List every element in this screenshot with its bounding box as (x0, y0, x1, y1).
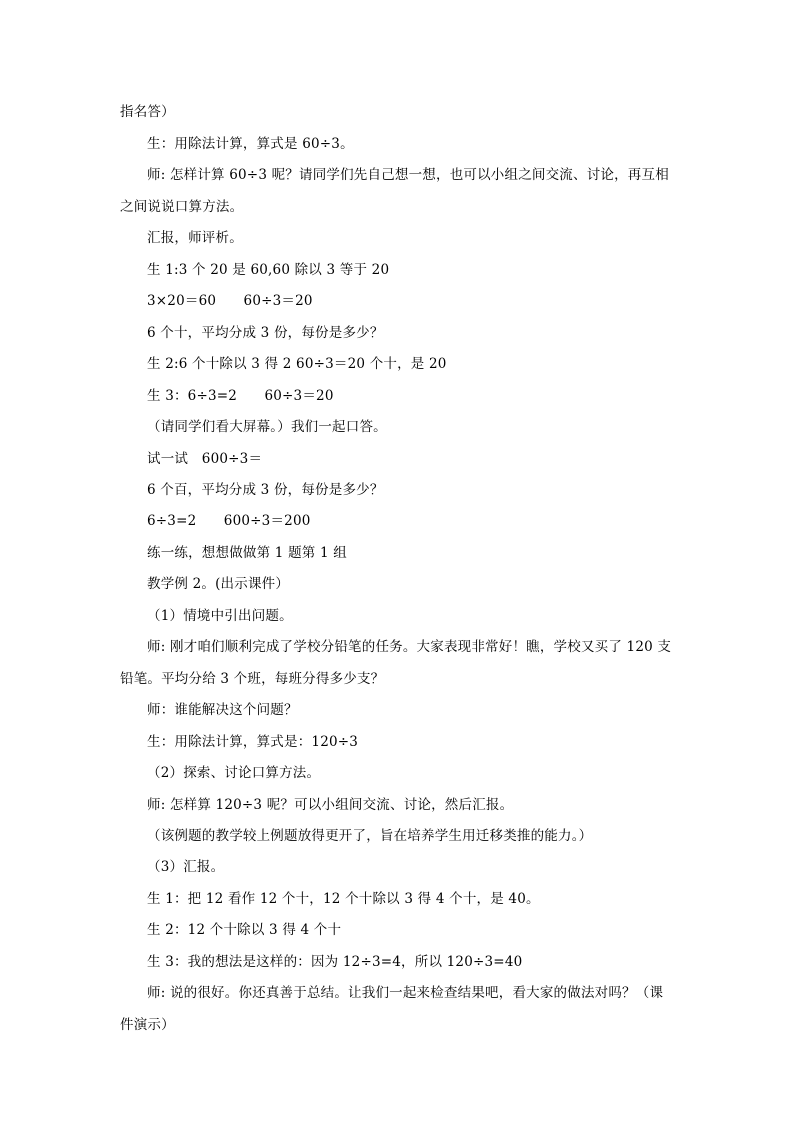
text-line-26: 生 1：把 12 看作 12 个十，12 个十除以 3 得 4 个十，是 40。 (147, 891, 540, 907)
text-line-9: 生 2:6 个十除以 3 得 2 60÷3＝20 个十，是 20 (147, 356, 447, 372)
text-line-2: 生：用除法计算，算式是 60÷3。 (147, 136, 354, 152)
text-line-1: 指名答） (120, 104, 175, 120)
text-line-3: 师: 怎样计算 60÷3 呢？请同学们先自己想一想，也可以小组之间交流、讨论，再互相 (147, 167, 669, 183)
text-line-5: 汇报，师评析。 (147, 230, 243, 246)
text-line-13: 6 个百，平均分成 3 份，每份是多少？ (147, 482, 384, 498)
text-line-28: 生 3：我的想法是这样的：因为 12÷3=4，所以 120÷3=40 (147, 954, 523, 970)
text-line-11: （请同学们看大屏幕。）我们一起口答。 (147, 419, 387, 435)
text-line-16: 教学例 2。(出示课件） (147, 576, 290, 592)
text-line-17: （1）情境中引出问题。 (147, 608, 293, 624)
text-line-12: 试一试 600÷3＝ (147, 451, 263, 467)
text-line-21: 生：用除法计算，算式是：120÷3 (147, 734, 359, 750)
text-line-18: 师: 刚才咱们顺利完成了学校分铅笔的任务。大家表现非常好！瞧，学校又买了 120 支 (147, 639, 672, 655)
text-line-23: 师: 怎样算 120÷3 呢？可以小组间交流、讨论，然后汇报。 (147, 797, 514, 813)
text-line-14: 6÷3=2 600÷3＝200 (147, 513, 311, 529)
text-line-27: 生 2：12 个十除以 3 得 4 个十 (147, 922, 342, 938)
text-line-4: 之间说说口算方法。 (120, 199, 244, 215)
text-line-29: 师: 说的很好。你还真善于总结。让我们一起来检查结果吧，看大家的做法对吗？（课 (147, 985, 664, 1001)
text-line-10: 生 3：6÷3=2 60÷3＝20 (147, 388, 334, 404)
text-line-6: 生 1:3 个 20 是 60,60 除以 3 等于 20 (147, 262, 390, 278)
text-line-24: （该例题的教学较上例题放得更开了，旨在培养学生用迁移类推的能力。） (147, 828, 593, 844)
text-line-25: （3）汇报。 (147, 859, 225, 875)
text-line-20: 师：谁能解决这个问题？ (147, 702, 298, 718)
text-line-7: 3×20＝60 60÷3＝20 (147, 293, 313, 309)
text-line-22: （2）探索、讨论口算方法。 (147, 765, 321, 781)
text-line-19: 铅笔。平均分给 3 个班，每班分得多少支？ (120, 671, 385, 687)
text-line-15: 练一练，想想做做第 1 题第 1 组 (147, 545, 347, 561)
text-line-30: 件演示） (120, 1017, 175, 1033)
text-line-8: 6 个十，平均分成 3 份，每份是多少？ (147, 325, 384, 341)
